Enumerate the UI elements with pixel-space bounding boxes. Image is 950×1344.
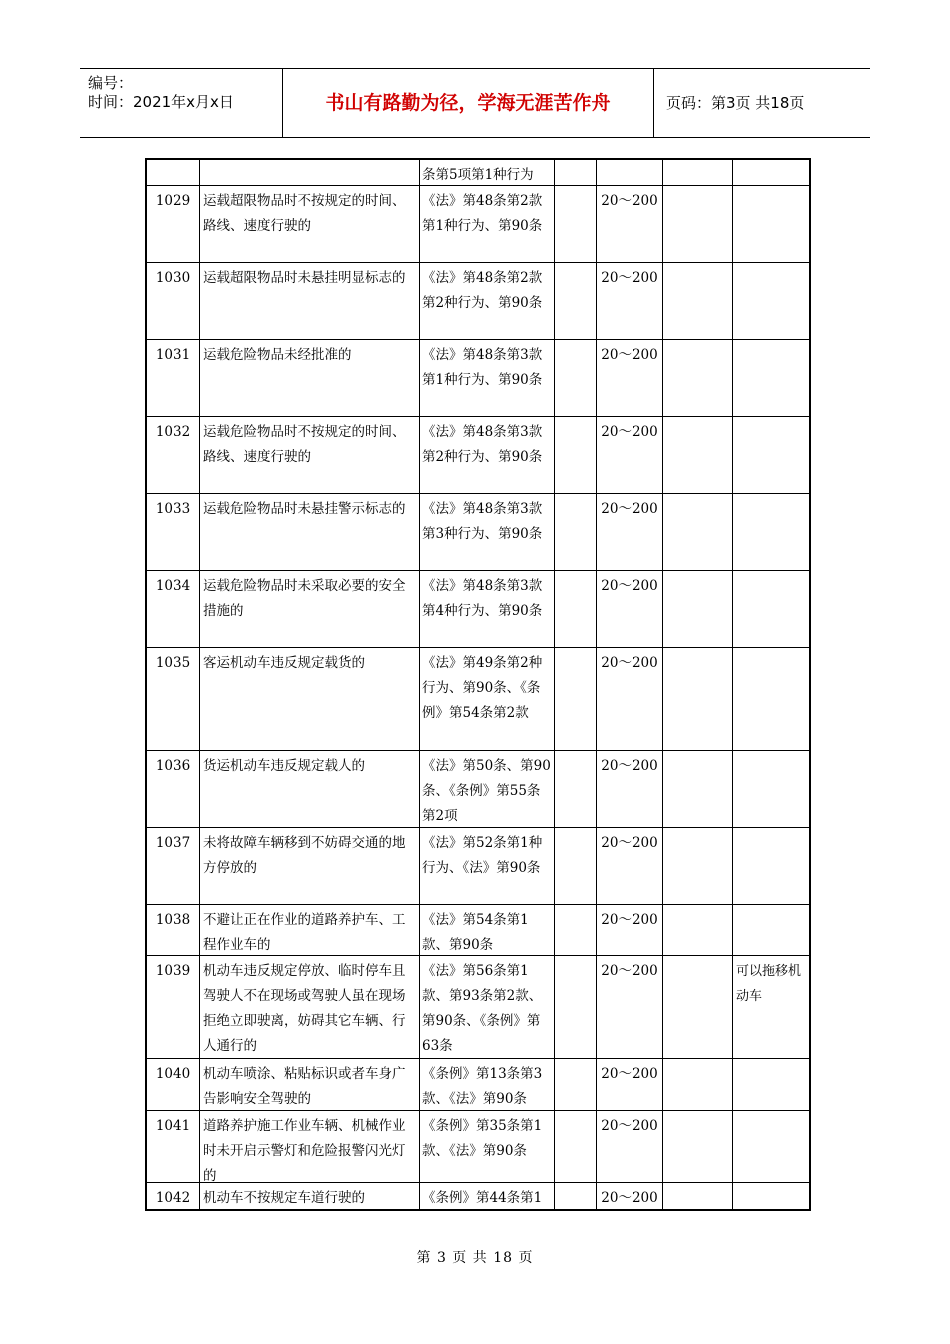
table-row bbox=[147, 160, 809, 186]
basis-cell: 《条例》第44条第1 bbox=[420, 1183, 555, 1209]
code-cell: 1040 bbox=[147, 1059, 200, 1110]
code-cell bbox=[147, 160, 200, 185]
behavior-cell: 运载超限物品时未悬挂明显标志的 bbox=[200, 263, 420, 339]
note-cell bbox=[733, 1183, 809, 1209]
fine-range-cell: 20～200 bbox=[597, 1111, 663, 1182]
basis-cell: 《法》第52条第1种行为、《法》第90条 bbox=[420, 828, 555, 904]
blank-cell bbox=[555, 417, 597, 493]
page-header bbox=[80, 68, 870, 138]
blank-cell bbox=[555, 1111, 597, 1182]
behavior-cell: 道路养护施工作业车辆、机械作业时未开启示警灯和危险报警闪光灯的 bbox=[200, 1111, 420, 1182]
code-cell: 1034 bbox=[147, 571, 200, 647]
blank-cell bbox=[663, 571, 733, 647]
code-cell: 1038 bbox=[147, 905, 200, 955]
motto: 书山有路勤为径，学海无涯苦作舟 bbox=[283, 69, 654, 137]
table-row bbox=[147, 648, 809, 751]
table-row bbox=[147, 751, 809, 828]
note-cell bbox=[733, 340, 809, 416]
basis-cell: 《法》第56条第1款、第93条第2款、第90条、《条例》第63条 bbox=[420, 956, 555, 1058]
page-info: 页码：第3页 共18页 bbox=[666, 94, 805, 112]
basis-cell: 《法》第48条第3款第3种行为、第90条 bbox=[420, 494, 555, 570]
code-cell: 1035 bbox=[147, 648, 200, 750]
blank-cell bbox=[555, 1059, 597, 1110]
blank-cell bbox=[663, 1059, 733, 1110]
note-cell: 可以拖移机动车 bbox=[736, 964, 802, 1004]
code-cell: 1037 bbox=[147, 828, 200, 904]
behavior-cell: 运载危险物品未经批准的 bbox=[200, 340, 420, 416]
fine-range-cell: 20～200 bbox=[597, 417, 663, 493]
blank-cell bbox=[555, 648, 597, 750]
behavior-cell: 货运机动车违反规定载人的 bbox=[200, 751, 420, 827]
table-row bbox=[147, 186, 809, 263]
basis-cell: 《法》第48条第2款第2种行为、第90条 bbox=[420, 263, 555, 339]
behavior-cell: 未将故障车辆移到不妨碍交通的地方停放的 bbox=[200, 828, 420, 904]
blank-cell bbox=[555, 828, 597, 904]
behavior-cell: 运载危险物品时不按规定的时间、路线、速度行驶的 bbox=[200, 417, 420, 493]
number-label: 编号： bbox=[88, 74, 134, 92]
code-cell: 1033 bbox=[147, 494, 200, 570]
basis-cell: 《条例》第13条第3款、《法》第90条 bbox=[420, 1059, 555, 1110]
table-row bbox=[147, 1183, 809, 1209]
behavior-cell bbox=[200, 160, 420, 185]
blank-cell bbox=[555, 263, 597, 339]
blank-cell bbox=[555, 340, 597, 416]
behavior-cell: 不避让正在作业的道路养护车、工程作业车的 bbox=[200, 905, 420, 955]
fine-range-cell: 20～200 bbox=[597, 571, 663, 647]
blank-cell bbox=[663, 648, 733, 750]
blank-cell bbox=[663, 1183, 733, 1209]
blank-cell bbox=[663, 956, 733, 1058]
note-cell bbox=[733, 494, 809, 570]
code-cell: 1031 bbox=[147, 340, 200, 416]
basis-cell: 《法》第48条第3款第4种行为、第90条 bbox=[420, 571, 555, 647]
note-cell bbox=[733, 905, 809, 955]
blank-cell bbox=[663, 1111, 733, 1182]
note-cell bbox=[733, 186, 809, 262]
table-row bbox=[147, 340, 809, 417]
basis-cell: 《法》第48条第2款第1种行为、第90条 bbox=[420, 186, 555, 262]
blank-cell bbox=[663, 263, 733, 339]
blank-cell bbox=[663, 494, 733, 570]
code-cell: 1036 bbox=[147, 751, 200, 827]
fine-range-cell: 20～200 bbox=[597, 956, 663, 1058]
header-meta bbox=[80, 69, 283, 137]
note-cell bbox=[733, 1111, 809, 1182]
note-cell bbox=[733, 751, 809, 827]
table-row bbox=[147, 417, 809, 494]
blank-cell bbox=[555, 494, 597, 570]
basis-cell: 《条例》第35条第1款、《法》第90条 bbox=[420, 1111, 555, 1182]
table-row bbox=[147, 1059, 809, 1111]
fine-range-cell: 20～200 bbox=[597, 340, 663, 416]
behavior-cell: 机动车违反规定停放、临时停车且驾驶人不在现场或驾驶人虽在现场拒绝立即驶离，妨碍其它车辆、行人通行的 bbox=[200, 956, 420, 1058]
blank-cell bbox=[663, 186, 733, 262]
code-cell: 1029 bbox=[147, 186, 200, 262]
table-row bbox=[147, 571, 809, 648]
time-label: 时间：2021年x月x日 bbox=[88, 93, 234, 111]
code-cell: 1032 bbox=[147, 417, 200, 493]
blank-cell bbox=[555, 186, 597, 262]
table-row bbox=[147, 956, 809, 1059]
behavior-cell: 运载超限物品时不按规定的时间、路线、速度行驶的 bbox=[200, 186, 420, 262]
fine-range-cell: 20～200 bbox=[597, 905, 663, 955]
behavior-cell: 运载危险物品时未采取必要的安全措施的 bbox=[200, 571, 420, 647]
code-cell: 1041 bbox=[147, 1111, 200, 1182]
basis-cell: 《法》第54条第1款、第90条 bbox=[420, 905, 555, 955]
fine-range-cell: 20～200 bbox=[597, 648, 663, 750]
code-cell: 1030 bbox=[147, 263, 200, 339]
behavior-cell: 机动车喷涂、粘贴标识或者车身广告影响安全驾驶的 bbox=[200, 1059, 420, 1110]
note-cell bbox=[733, 648, 809, 750]
penalty-table bbox=[145, 158, 811, 1211]
fine-range-cell: 20～200 bbox=[597, 751, 663, 827]
blank-cell bbox=[663, 828, 733, 904]
note-cell bbox=[733, 571, 809, 647]
blank-cell bbox=[663, 160, 733, 185]
fine-range-cell: 20～200 bbox=[597, 1183, 663, 1209]
fine-range-cell bbox=[597, 160, 663, 185]
table-row bbox=[147, 494, 809, 571]
note-cell bbox=[733, 160, 809, 185]
fine-range-cell: 20～200 bbox=[597, 494, 663, 570]
basis-cell: 条第5项第1种行为 bbox=[420, 160, 555, 185]
note-cell bbox=[733, 1059, 809, 1110]
blank-cell bbox=[663, 905, 733, 955]
page-footer: 第 3 页 共 18 页 bbox=[416, 1250, 534, 1266]
behavior-cell: 客运机动车违反规定载货的 bbox=[200, 648, 420, 750]
blank-cell bbox=[555, 751, 597, 827]
behavior-cell: 机动车不按规定车道行驶的 bbox=[200, 1183, 420, 1209]
blank-cell bbox=[663, 751, 733, 827]
code-cell: 1042 bbox=[147, 1183, 200, 1209]
basis-cell: 《法》第49条第2种行为、第90条、《条例》第54条第2款 bbox=[420, 648, 555, 750]
table-row bbox=[147, 828, 809, 905]
fine-range-cell: 20～200 bbox=[597, 186, 663, 262]
behavior-cell: 运载危险物品时未悬挂警示标志的 bbox=[200, 494, 420, 570]
blank-cell bbox=[555, 1183, 597, 1209]
note-cell bbox=[733, 828, 809, 904]
note-cell bbox=[733, 263, 809, 339]
blank-cell bbox=[555, 905, 597, 955]
blank-cell bbox=[555, 956, 597, 1058]
table-row bbox=[147, 263, 809, 340]
table-row bbox=[147, 1111, 809, 1183]
fine-range-cell: 20～200 bbox=[597, 1059, 663, 1110]
basis-cell: 《法》第50条、第90条、《条例》第55条第2项 bbox=[420, 751, 555, 827]
note-cell bbox=[733, 417, 809, 493]
fine-range-cell: 20～200 bbox=[597, 828, 663, 904]
basis-cell: 《法》第48条第3款第1种行为、第90条 bbox=[420, 340, 555, 416]
code-cell: 1039 bbox=[147, 956, 200, 1058]
fine-range-cell: 20～200 bbox=[597, 263, 663, 339]
table-row bbox=[147, 905, 809, 956]
basis-cell: 《法》第48条第3款第2种行为、第90条 bbox=[420, 417, 555, 493]
blank-cell bbox=[663, 340, 733, 416]
blank-cell bbox=[663, 417, 733, 493]
blank-cell bbox=[555, 571, 597, 647]
blank-cell bbox=[555, 160, 597, 185]
